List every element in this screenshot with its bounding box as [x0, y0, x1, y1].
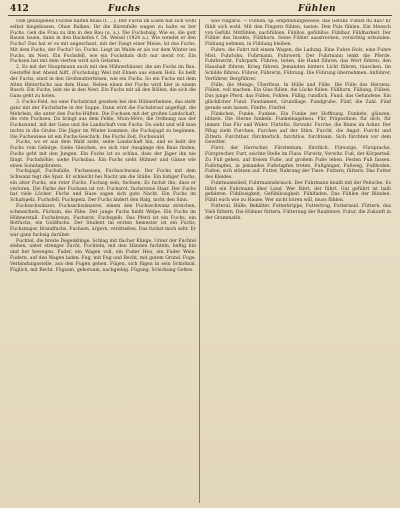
- running-head-right: Fühlen: [298, 4, 337, 14]
- left-column: [10, 19, 196, 503]
- entry-paragraph: Fuchtel, die breite Degenklinge, Schlag mit flacher Klinge. Unter der Fuchtel stehen, unter strenger Zucht. Fuchteln, mit den Händen fuchteln, heftig hin und her bewegen. Fuder, ein Wagen voll, ein Fuder Heu, ein Fuder Wein. Fudern, auf den Wagen laden. Fug, mit Fug und Recht, mit gutem Grund. Fuge, Verbindungsstelle, aus den Fugen gehen. Fügen, sich fügen in sein Schicksal. Füglich, mit Recht. Fügsam, gehorsam, nachgiebig. Fügung, Schickung Gottes.: [10, 238, 196, 273]
- entry-paragraph: Futteral, Hülle, Behälter. Futterkrippe, Futtertrog, Futterneid. Füttern, das Vieh füttern. Die Hühner füttern. Fütterung der Raubtiere. Futur, die Zukunft in der Grammatik.: [205, 204, 391, 221]
- entry-paragraph: Fuchsschwänzer, Fuchsschwänzerei, einem den Fuchsschwanz streichen, schmeicheln. Füchsin, die Fähe. Der junge Fuchs heißt Welpe. Ein Fuchs im Hühnerstall. Fuchsbraun, Fuchsrot, Fuchsgelb. Das Pferd ist ein Fuchs, ein Rotfuchs, ein Goldfuchs. Der Student im ersten Semester ist ein Fuchs, Fuchsmajor. Brandfuchs. Fuchsen, ärgern, verdrießen. Das fuchst mich sehr. Er war ganz fuchsig darüber.: [10, 204, 196, 238]
- entry-paragraph: was vulgaris. — Fühlen, sp. empfindungsweise, das Gefühl: Fühlst du das? Er fühlt sich wohl. Mit den Fingern fühlen, tasten. Den Puls fühlen. Ein Mensch von Gefühl. Mitfühlen, nachfühlen. Fühllos, gefühllos. Fühlbar, Fühlbarkeit. Der Fühler des Insekts, Fühlhorn. Seine Fühler ausstrecken, vorsichtig erkunden. Fühlung nehmen, in Fühlung bleiben.: [205, 19, 391, 48]
- entry-paragraph: 2. Es mit der Hauptmann auch mit den Hühnerhäuser, die am Fuchs im Bau. Gestoffel bist Abend hilft, (Fuchsbalg) Weil mit Ehnen aus einem Holz. Es bellt der Fuchs, einst in den Großmutterfelsen, wie ein Fuchs. So ein Fuchs mit dem Alten Hinterfuchs aus dem Haus. Neben einen der Fuchs wird hier in einem Busch. Ein Fuchs, lebt sie in den Nest. Ein Fuchs mit all den Böllen, die sich die Gans geht zu holen.: [10, 65, 196, 100]
- entry-paragraph: Fülle, die Menge, Überfluss. In Hülle und Fülle. Die Fülle des Herzens. Füllen, voll machen. Ein Glas füllen, die Lücke füllen. Füllhorn, Füllung, Füllsel. Das junge Pferd, das Füllen, Fohlen. Füllig, rundlich. Fund, das Gefundene. Ein glücklicher Fund. Fundament, Grundlage. Fundgrube. Fünf, die Zahl. Fünf gerade sein lassen. Fünfte, Fünftel.: [205, 82, 391, 111]
- entry-paragraph: Fuhrmannslied, Fuhrmannsbrauch. Der Fuhrmann knallt mit der Peitsche. Es fährt ein Fuhrmann über Land. Wer fährt, der führt. Gut geführt ist halb gefahren. Fühllosigkeit, Gefühllosigkeit. Fühlfaden. Das Fühlen der Blinden. Fühlt euch wie zu Hause. Wer nicht hören will, muss fühlen.: [205, 180, 391, 204]
- right-column: [205, 19, 391, 503]
- header-rule: [8, 15, 392, 16]
- entry-paragraph: vom gefangenen Fuchse halten muss (f. ...). Der Fuchs im Eisen hat sich wohl selbst hingebissen. Ohne Balken: Ihr die Bärenfelle wagen zu halte es ber Fuchs. Geh die Frau zu ihm in den Bau (u. a.). Die Fuchsbalg. Wie es, die gott Bauen tauen, dann in den Backofen f. 54. Weisel (1924 a.). Wie wendet er den Fuchs? Das hat er es mit angeschaut, mit der Fangt einer Meise, lst das Fuchs. Mit dem Fuchs, der Fuchs? So, Fuchs. Liegt im Walde er als vor dem Winter ins Fuchs, im Nest. Ein Fuchsfell, wie ein Fuchshals dich nur meist rot. Ein Fuchsen hat mit dem vierten wird sich Gelzenn.: [10, 19, 196, 65]
- entry-paragraph: Fuhre, die Fahrt mit einem Wagen, die Ladung. Eine Fuhre Holz, eine Fuhre Mist. Fuhrlohn, Fuhrmann, Fuhrwerk. Der Fuhrmann lenkt die Pferde. Fuhrknecht, Fuhrpark. Führen, leiten, die Hand führen, das Wort führen, den Haushalt führen, Krieg führen. Jemanden hinters Licht führen, täuschen. Im Schilde führen. Führer, Führerin, Führung. Die Führung übernehmen. Anführer, Verführer, Bergführer.: [205, 47, 391, 82]
- running-head-left: Fuchs: [108, 4, 141, 14]
- column-divider: [199, 19, 200, 503]
- entry-paragraph: Fuchs, wo er aus dem Wald zieht, seine Landschaft hin, und es bellt der Fuchs vom Gebirge. Siehe Gleichen, wo sich vier Ausgänge des Baus finden, Fuchs geht mit den Jungen. Ein Fuchs ist so schlau, dass der Jäger ihn nie fängt. Fuchshöhle, siehe Fuchsbau. Ein Fuchs sieht Hühner und Gänse wie einen Sonntagsbraten.: [10, 140, 196, 169]
- entry-paragraph: Fuchsjagd, Fuchsfalle, Fuchseisen, Fuchsschwanz. Der Fuchs mit dem Schwanz fegt die Spur. Er schleicht bei Nacht um die Ställe. Ein listiger Fuchs, ein alter Fuchs, ein roter Fuchs. Fuchsig sein, fuchsen. Es fuchst ihn, dass er verloren. Die Farbe der Fuchsen ist rot. Fuchsrot, fuchsrotes Haar. Der Fuchs hat viele Löcher. Fuchs und Hase sagen sich gute Nacht. Ein Fuchs im Schafspelz. Fuchsfell, Fuchspelz. Der Fuchs ändert den Balg, nicht den Sinn.: [10, 169, 196, 204]
- page-number: 412: [10, 4, 29, 14]
- entry-paragraph: 3. Fuchs-Feld, wo eine Fuchsbraut gesehen bei den Hühnerbeinen, das steht ganz mit der Fuchsfarbe in der Suppe. Dann wird die Fuchsbraut angefügt, die Mehrlein, die unter den Fuchs-Hüften. Die Fuchsen mit der großen Landschaft, die rote Fuchsen. Da bringt aus dem Felde, Moin-Möre, die Ordnung aus der Fuchswand, mit der Gans und die Landschaft vom Fuchs. Da sieht und will man nichts in die Grube. Die Jäger im Winter kommen, die Fuchsjagd zu beginnen. Die Fuchswiese ist ein Fuchs-Geschick. Die Fuchs Zeit, Fuchswald.: [10, 99, 196, 140]
- entry-paragraph: Fünkchen, Funke, Funken. Ein Funke der Hoffnung. Funkeln, glänzen, blitzen. Die Sterne funkeln. Funkelnagelneu. Für, Präposition: für dich, für immer. Das Für und Wider. Fürbitte, fürwahr. Furche, die Rinne im Acker. Der Pflug zieht Furchen. Furchen auf der Stirn. Furcht, die Angst. Furcht und Zittern. Furchtbar, fürchterlich, furchtlos, furchtsam. Sich fürchten vor dem Gewitter.: [205, 111, 391, 146]
- page-header: [10, 3, 390, 15]
- entry-paragraph: Fürst, der Herrscher, Fürstentum, fürstlich. Fürsorge, Fürsprache, Fürsprecher. Furt, seichte Stelle im Fluss. Fürwitz, Vorwitz. Fuß, der Körperteil. Zu Fuß gehen, auf freiem Fuße, auf großem Fuße leben. Festen Fuß fassen. Fußstapfen, in jemandes Fußstapfen treten. Fußgänger, Fußweg, Fußboden. Fußen, sich stützen auf. Futter, Nahrung der Tiere. Futtern, füttern. Das Futter des Kleides.: [205, 146, 391, 181]
